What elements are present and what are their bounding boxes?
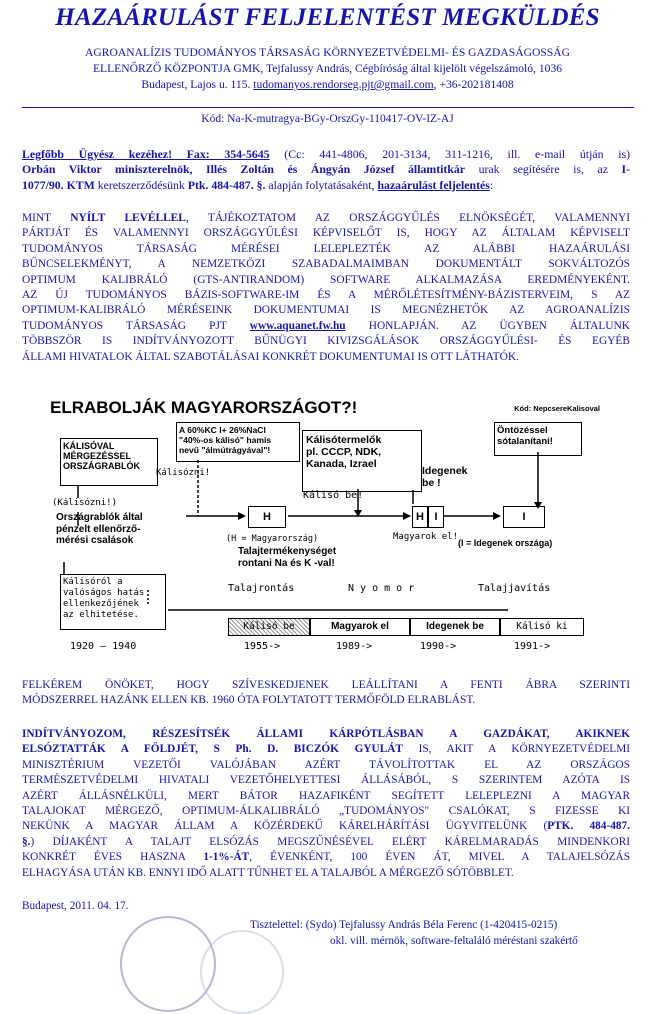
document-code: Kód: Na-K-mutragya-BGy-OrszGy-110417-OV-IZ-AJ (201, 113, 454, 125)
open-letter-line: BŰNCSELEKMÉNYT, A NEMZETKÖZI SZABADALMAIMBAN DOKUMENTÁLT SOKVÁLTOZÓS (22, 258, 630, 271)
signature-line-1: Tisztelettel: (Sydo) Tejfalussy András Béla Ferenc (1-420415-0215) (250, 919, 558, 931)
motion-line: TERMÉSZETVÉDELMI HIVATALI VEZETŐHELYETTESI ÁLLÁSÁBÓL, S SZERINTEM AZÓTA IS (22, 774, 630, 787)
request-line: FELKÉREM ÖNÖKET, HOGY SZÍVESKEDJENEK LEÁLLÍTANI A FENTI ÁBRA SZERINTI (22, 679, 630, 691)
open-letter-paragraph (22, 211, 630, 365)
row-label-nyomor: N y o m o r (348, 583, 415, 594)
diagram-figure (48, 394, 608, 660)
year-1991: 1991-> (514, 641, 551, 652)
idegenek-be-label: Idegenek be ! (422, 465, 468, 489)
secondary-stamp (200, 930, 284, 1014)
motion-line: AZÉRT ÁLLÁSNÉLKÜLI, MERT BÁTOR HAZAFIKÉNT SEGÍTETT LELEPLEZNI A MAGYAR (22, 789, 630, 802)
poisoners-box: KÁLISÓVAL MÉRGEZÉSSEL ORSZÁGRABLÓK (60, 438, 158, 486)
email-link[interactable]: tudomanyos.rendorseg.pjt@gmail.com (253, 78, 434, 91)
hi-h-box: H (412, 506, 428, 528)
row-label-talajrontas: Talajrontás (228, 583, 295, 594)
year-1989: 1989-> (336, 641, 373, 652)
cell-kaliso-ki: Kálisó ki (500, 618, 584, 636)
cell-kaliso-be: Kálisó be (228, 618, 310, 636)
row-label-talajjavitas: Talajjavítás (478, 583, 551, 594)
open-letter-line: PÁRTJÁT ÉS VALAMENNYI ORSZÁGGYŰLÉSI KÉPVISELŐT IS, HOGY AZ ÁLTALAM KÉPVISELT (22, 227, 630, 240)
fake-fertilizer-box: A 60%KC l+ 26%NaCl "40%-os kálisó" hamis nevű "álmútrágyával"! (176, 422, 300, 462)
cell-idegenek-be: Idegenek be (410, 618, 500, 636)
motion-line: KONKRÉT ÉVES HASZNA 1-1%-ÁT, ÉVENKÉNT, 100 ÉVEN ÁT, MIVEL A TALAJELSÓZÁS (22, 851, 630, 864)
producers-box: Kálisótermelők pl. CCCP, NDK, Kanada, Izrael (302, 430, 422, 492)
motion-line: TALAJOKAT MÉRGEZŐ, OPTIMUM-ÁLKALIBRÁLÓ „TUDOMÁNYOS" CSALÓKAT, S FIZESSE KI (22, 805, 630, 818)
kalisozni-2-label: (Kálisózni!) (52, 498, 118, 508)
motion-line: NEKÜNK A MAGYAR ÁLLAM A KÖZÉRDEKŰ KÁRELHÁRÍTÁSI ÜGYVITELÜNK (PTK. 484-487. (22, 820, 630, 833)
open-letter-line: MINT NYÍLT LEVÉLLEL, TÁJÉKOZTATOM AZ ORSZÁGGYŰLÉS ELNÖKSÉGÉT, VALAMENNYI (22, 212, 631, 224)
fraud-label: Országrablók által pénzelt ellenőrző- mérési csalások (56, 512, 143, 546)
open-letter-line: OPTIMUM-KALIBRÁLÓ MÉRÉSEINK DOKUMENTUMAI IS MEGNÉZHETŐK AZ AGROANALÍZIS (22, 304, 630, 317)
header-line-2: ELLENŐRZŐ KÖZPONTJA GMK, Tejfalussy András, Cégbíróság által kijelölt végelszámoló, 1036 (92, 62, 563, 75)
header-line-3 (10, 77, 645, 92)
soil-label: Talajtermékenységet rontani Na és K -val! (238, 546, 337, 569)
request-line: MÓDSZERREL HAZÁNK ELLEN KB. 1960 ÓTA FOLYTATOTT TERMŐFÖLD ELRABLÁST. (22, 694, 476, 707)
figure-code: Kód: NepcsereKalisoval (514, 404, 600, 413)
addressee-line-3: 1077/90. KTM keretszerződésünk Ptk. 484-487. §. alapján folytatásaként, hazaárulást feljelentés: (22, 177, 494, 192)
document-title: HAZAÁRULÁST FELJELENTÉST MEGKÜLDÉS (55, 4, 600, 31)
signature-line-2: okl. vill. mérnök, software-feltaláló méréstani szakértő (330, 935, 578, 947)
header-phone: , +36-202181408 (433, 78, 514, 91)
open-letter-line: TÖBBSZÖR IS INDÍTVÁNYOZOTT BŰNÜGYI KIVIZSGÁLÁSOK ORSZÁGGYŰLÉSI- ÉS EGYÉB (22, 335, 630, 348)
motion-line: §.) DÍJAKÉNT A TALAJT ELSÓZÁS MEGSZŰNÉSÉVEL ELÉRT KÁRELMARADÁS MINDENKORI (22, 835, 630, 848)
kaliso-be-label: Kálisó be! (303, 490, 364, 501)
open-letter-line: OPTIMUM KALIBRÁLÓ (GTS-ANTIRANDOM) SOFTWARE ALKALMAZÁSA EREDMÉNYEKÉNT. (22, 273, 630, 286)
place-date: Budapest, 2011. 04. 17. (22, 900, 129, 912)
motion-paragraph (22, 727, 630, 881)
motion-line: ELHAGYÁSA UTÁN KB. ENNYI IDŐ ALATT TŰNHET EL A TALAJBÓL A MÉRGEZŐ SÓTÖBBLET. (22, 866, 514, 879)
i-box: I (503, 506, 545, 528)
year-1990: 1990-> (420, 641, 457, 652)
addressee-paragraph (22, 147, 630, 193)
header-address: Budapest, Lajos u. 115. (141, 78, 254, 91)
open-letter-line: AZ ÚJ TUDOMÁNYOS BÁZIS-SOFTWARE-IM ÉS A MÉRŐLÉTESÍTMÉNY-BÁZISTERVEIM, S AZ (22, 289, 630, 302)
motion-line: MINISZTÉRIUM VEZETŐI VALÓJÁBAN AZÉRT TÁVOLÍTOTTAK EL AZ ORSZÁGOS (22, 758, 630, 771)
hi-i-box: I (428, 506, 444, 528)
motion-line: ELSÓZTATTÁK A FÖLDJÉT, S Ph. D. BICZÓK GYULÁT IS, AKIT A KÖRNYEZETVÉDELMI (22, 743, 630, 756)
addressee-line-1: Legfőbb Ügyész kezéhez! Fax: 354-5645 (Cc: 441-4806, 201-3134, 311-1216, ill. e-mail útján is) (22, 147, 631, 161)
kalisozni-label: Kálisózni! (156, 468, 211, 478)
open-letter-line: TUDOMÁNYOS TÁRSASÁG PJT www.aquanet.fw.hu HONLAPJÁN. AZ ÜGYBEN ÁLTALUNK (22, 319, 630, 332)
website-link[interactable]: www.aquanet.fw.hu (249, 319, 346, 332)
i-legend: (I = Idegenek országa) (458, 538, 553, 548)
h-box: H (248, 506, 286, 528)
header-line-1: AGROANALÍZIS TUDOMÁNYOS TÁRSASÁG KÖRNYEZETVÉDELMI- ÉS GAZDASÁGOSSÁG (85, 46, 570, 59)
figure-title: ELRABOLJÁK MAGYARORSZÁGOT?! (50, 398, 358, 417)
year-1955: 1955-> (244, 641, 281, 652)
open-letter-line: ÁLLAMI HIVATALOK ÁLTAL SZABOTÁLÁSAI KONKRÉT DOKUMENTUMAI IS OTT LÁTHATÓK. (22, 350, 519, 363)
belief-box: Kálisóról a valóságos hatás ellenkezőjének az elhitetése. (60, 574, 166, 630)
year-1920: 1920 – 1940 (70, 641, 137, 652)
motion-line: INDÍTVÁNYOZOM, RÉSZESÍTSÉK ÁLLAMI KÁRPÓTLÁSBAN A GAZDÁKAT, AKIKNEK (22, 728, 630, 740)
h-legend: (H = Magyarország) (226, 534, 319, 544)
magyarok-el-label: Magyarok el! (393, 532, 459, 542)
cell-magyarok-el: Magyarok el (310, 618, 410, 636)
open-letter-line: TUDOMÁNYOS TÁRSASÁG MÉRÉSEI LELEPLEZTÉK AZ ALÁBBI HAZAÁRULÁSI (22, 242, 630, 255)
header-divider (22, 107, 634, 108)
request-paragraph (22, 678, 630, 709)
addressee-line-2: Orbán Viktor miniszterelnök, Illés Zoltán és Ángyán József államtitkár urak segítésére is, az I- (22, 162, 630, 177)
desalinate-box: Öntözéssel sótalanítani! (494, 422, 582, 456)
